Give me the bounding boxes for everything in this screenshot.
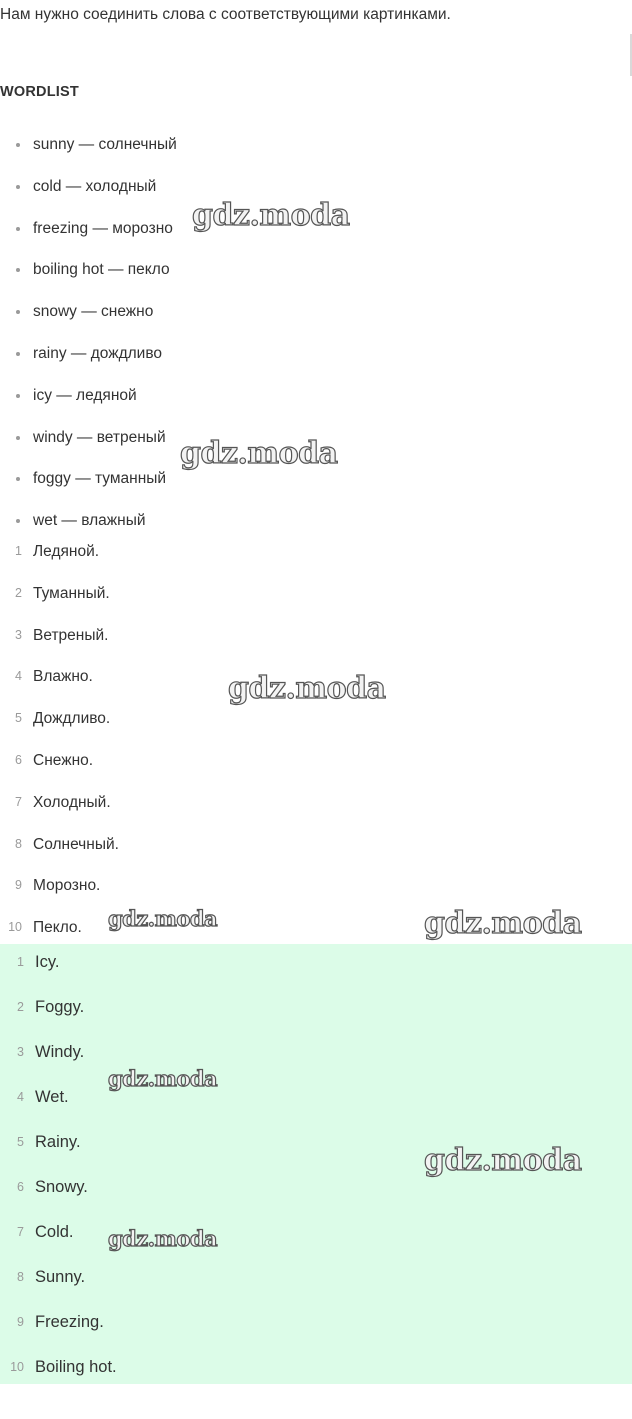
bullet-dot (16, 436, 20, 440)
watermark: gdz.moda (424, 906, 582, 941)
wordlist-item (0, 458, 177, 500)
wordlist-item-text: cold — холодный (33, 177, 157, 195)
answer-text: Солнечный. (33, 835, 119, 853)
answer-text: Дождливо. (33, 710, 111, 728)
wordlist-item-text: freezing — морозно (33, 219, 173, 237)
answer-item-ru (0, 740, 119, 782)
item-number: 4 (17, 1090, 24, 1104)
item-number: 7 (15, 794, 22, 809)
wordlist (0, 124, 177, 542)
answer-item-en (0, 940, 117, 985)
item-number: 2 (17, 1000, 24, 1014)
wordlist-item-text: snowy — снежно (33, 303, 154, 321)
answer-item-en (0, 1120, 117, 1165)
answer-item-ru (0, 782, 119, 824)
bullet-dot (16, 477, 20, 481)
item-number: 4 (15, 669, 22, 684)
item-number: 5 (17, 1135, 24, 1149)
wordlist-item (0, 249, 177, 291)
bullet-dot (16, 143, 20, 147)
bullet-dot (16, 352, 20, 356)
answer-text: Холодный. (33, 793, 111, 811)
bullet-dot (16, 310, 20, 314)
russian-answer-list (0, 531, 119, 949)
watermark: gdz.moda (108, 1066, 218, 1091)
item-number: 1 (17, 955, 24, 969)
answer-item-ru (0, 865, 119, 907)
wordlist-item (0, 333, 177, 375)
answer-item-ru (0, 531, 119, 573)
answer-text: Foggy. (35, 998, 85, 1016)
item-number: 2 (15, 585, 22, 600)
item-number: 7 (17, 1225, 24, 1239)
answer-text: Ветреный. (33, 626, 109, 644)
wordlist-item (0, 124, 177, 166)
wordlist-item (0, 166, 177, 208)
bullet-dot (16, 227, 20, 231)
item-number: 6 (15, 752, 22, 767)
watermark: gdz.moda (424, 1143, 582, 1178)
answer-text: Снежно. (33, 751, 94, 769)
answer-item-ru (0, 824, 119, 866)
bullet-dot (16, 394, 20, 398)
answer-item-en (0, 1075, 117, 1120)
answer-text: Туманный. (33, 584, 110, 602)
wordlist-item (0, 375, 177, 417)
answer-item-ru (0, 615, 119, 657)
answer-text: Cold. (35, 1223, 74, 1241)
watermark: gdz.moda (192, 198, 350, 233)
answer-text: Freezing. (35, 1313, 104, 1331)
answer-text: Влажно. (33, 668, 93, 686)
bullet-dot (16, 185, 20, 189)
answer-item-en (0, 1300, 117, 1345)
item-number: 3 (17, 1045, 24, 1059)
answer-text: Rainy. (35, 1133, 81, 1151)
answer-item-ru (0, 698, 119, 740)
item-number: 5 (15, 711, 22, 726)
bullet-dot (16, 519, 20, 523)
watermark: gdz.moda (108, 906, 218, 931)
item-number: 3 (15, 627, 22, 642)
wordlist-item (0, 208, 177, 250)
item-number: 9 (17, 1315, 24, 1329)
item-number: 10 (10, 1360, 24, 1374)
english-answer-list (0, 940, 117, 1390)
item-number: 9 (15, 878, 22, 893)
wordlist-item-text: icy — ледяной (33, 386, 137, 404)
wordlist-item-text: foggy — туманный (33, 470, 167, 488)
answer-item-en (0, 1255, 117, 1300)
wordlist-heading: WORDLIST (0, 84, 79, 100)
answer-text: Wet. (35, 1088, 69, 1106)
item-number: 8 (15, 836, 22, 851)
wordlist-item (0, 417, 177, 459)
wordlist-item (0, 291, 177, 333)
answer-item-en (0, 985, 117, 1030)
item-number: 6 (17, 1180, 24, 1194)
answer-item-en (0, 1345, 117, 1390)
answer-text: Icy. (35, 953, 60, 971)
bullet-dot (16, 268, 20, 272)
answer-text: Windy. (35, 1043, 85, 1061)
answer-text: Sunny. (35, 1268, 86, 1286)
item-number: 1 (15, 544, 22, 558)
item-number: 8 (17, 1270, 24, 1284)
wordlist-item-text: rainy — дождливо (33, 344, 162, 362)
watermark: gdz.moda (228, 671, 386, 706)
intro-text: Нам нужно соединить слова с соответствующими картинками. (0, 6, 451, 23)
wordlist-item-text: sunny — солнечный (33, 136, 177, 153)
watermark: gdz.moda (180, 436, 338, 471)
answer-item-ru (0, 573, 119, 615)
wordlist-item-text: wet — влажный (33, 512, 146, 530)
answer-text: Boiling hot. (35, 1358, 117, 1376)
watermark: gdz.moda (108, 1226, 218, 1251)
wordlist-item-text: boiling hot — пекло (33, 261, 170, 279)
answer-text: Snowy. (35, 1178, 88, 1196)
answer-item-en (0, 1210, 117, 1255)
item-number: 10 (8, 920, 22, 935)
answer-item-en (0, 1165, 117, 1210)
wordlist-item-text: windy — ветреный (33, 428, 166, 446)
answer-item-en (0, 1030, 117, 1075)
answer-item-ru (0, 656, 119, 698)
answer-text: Пекло. (33, 919, 82, 937)
answer-text: Морозно. (33, 877, 101, 895)
answer-text: Ледяной. (33, 543, 100, 560)
